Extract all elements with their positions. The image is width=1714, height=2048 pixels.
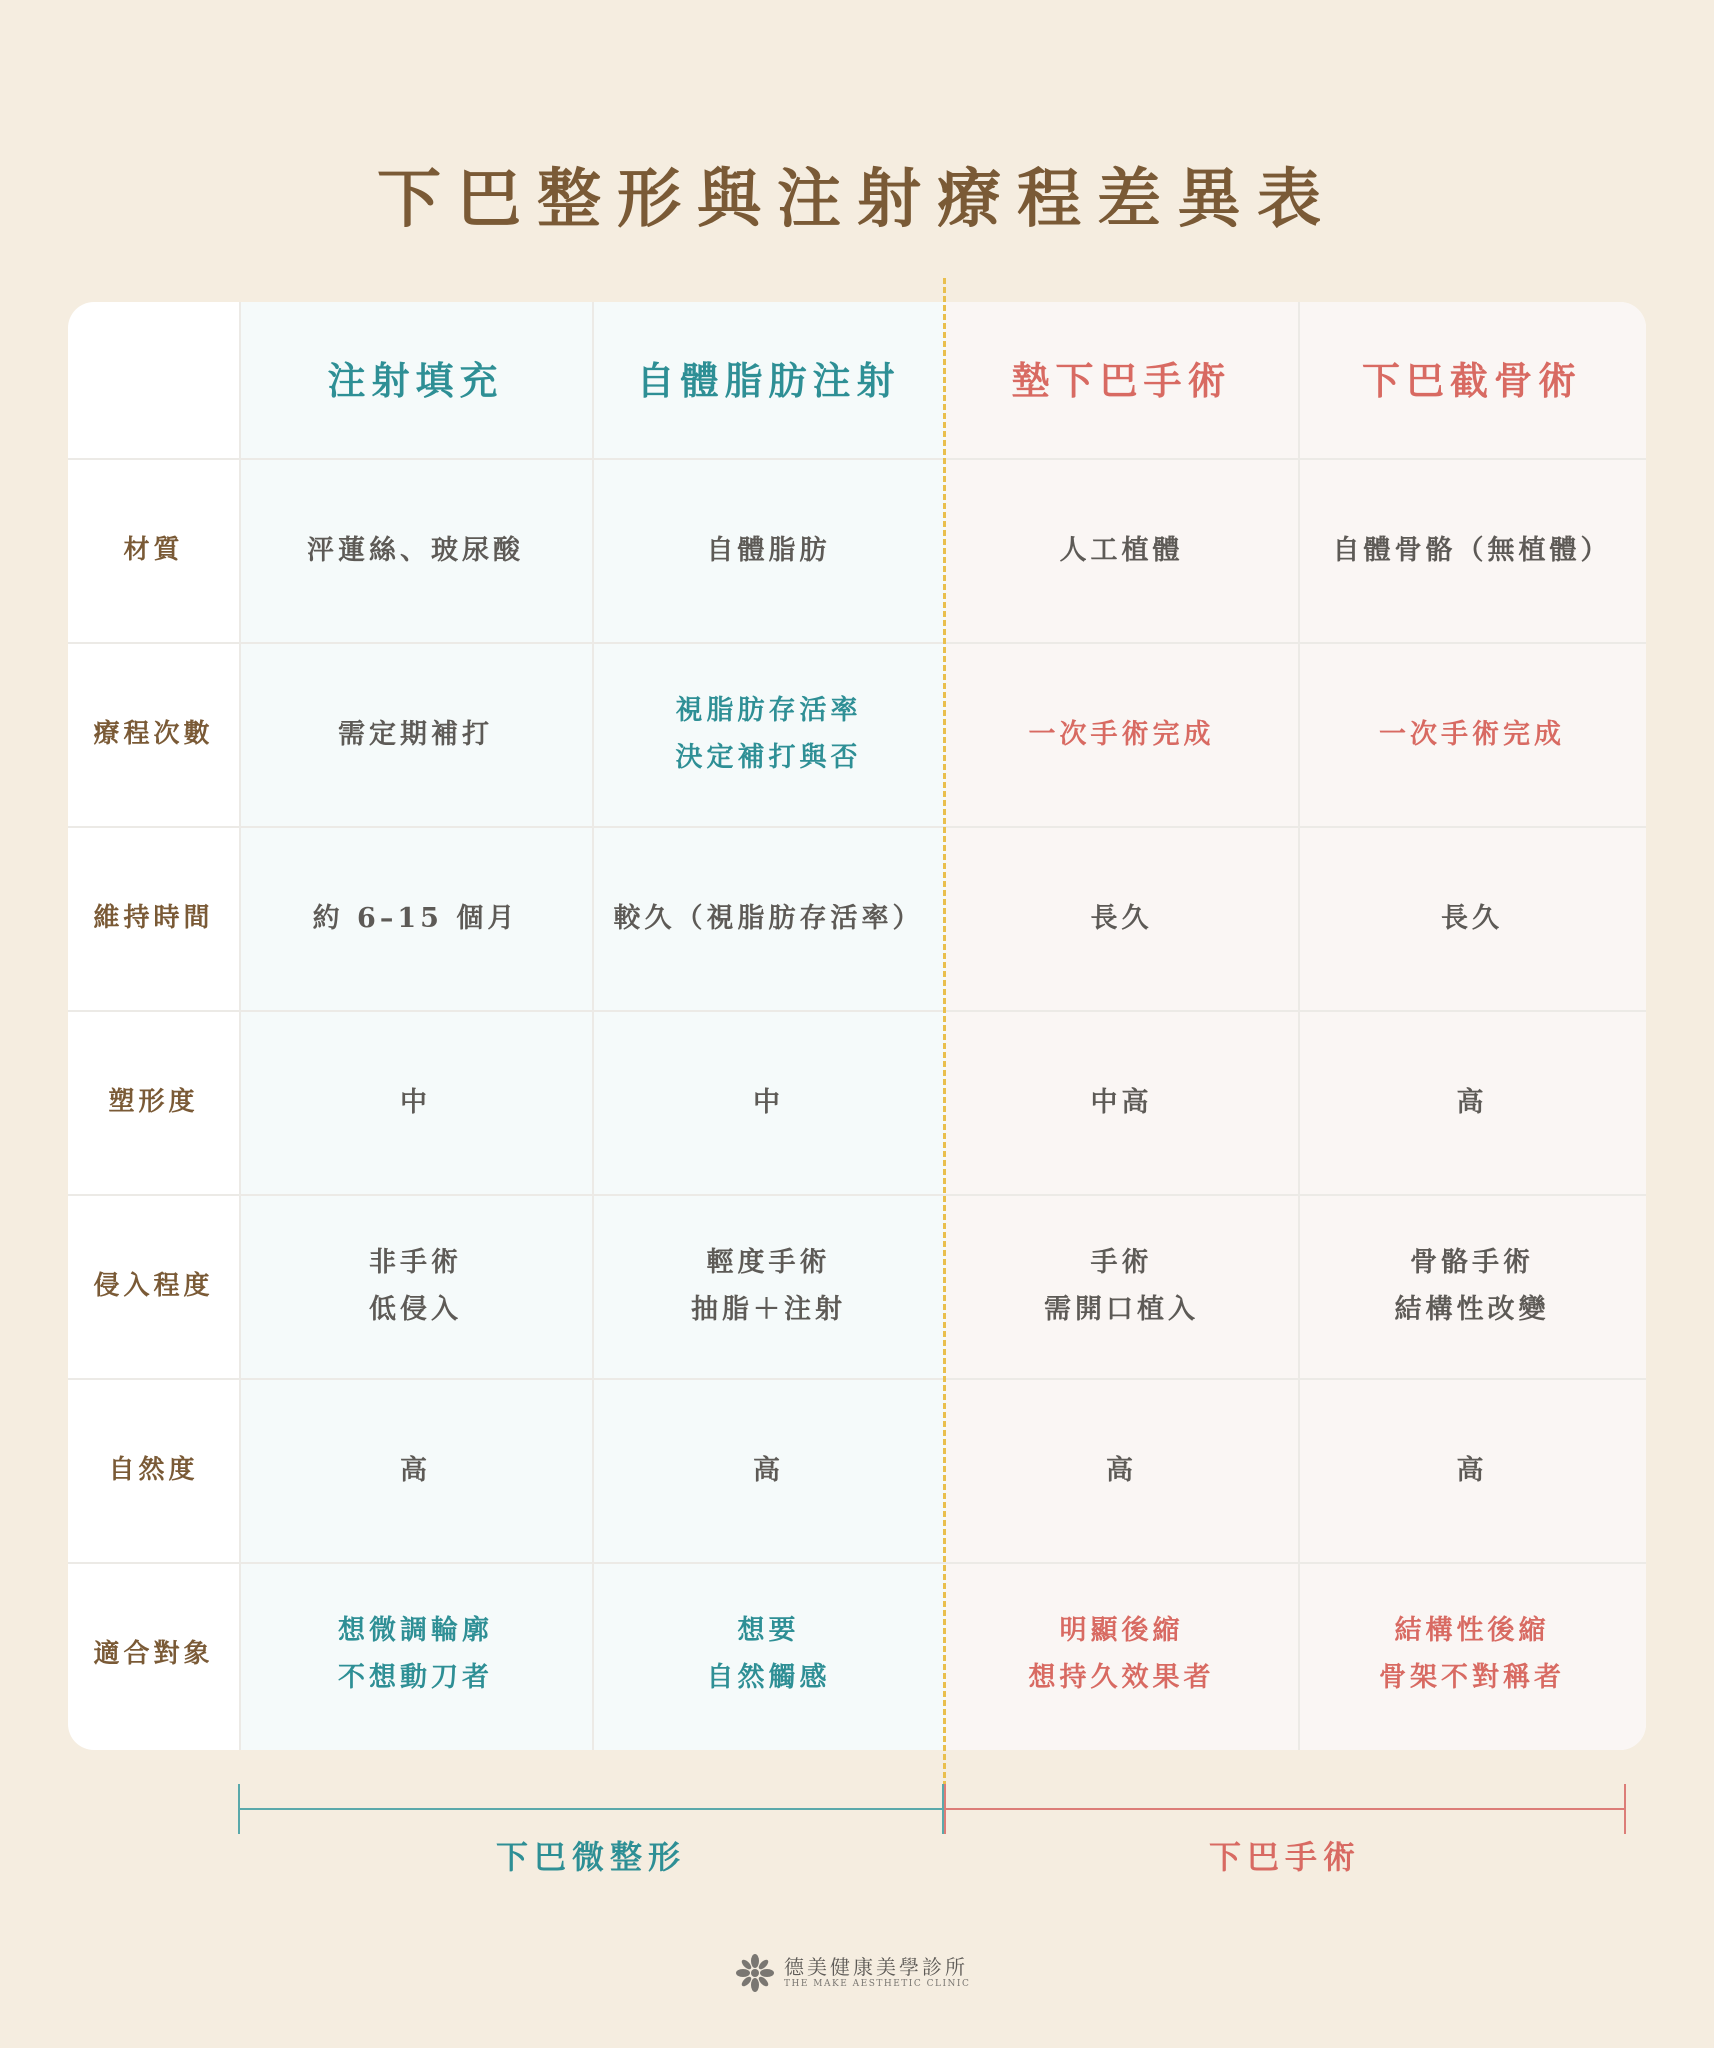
cell-text: 明顯後縮 bbox=[1059, 1615, 1184, 1646]
page-title: 下巴整形與注射療程差異表 bbox=[377, 162, 1337, 237]
table-cell bbox=[239, 1378, 592, 1562]
cell-text: 高 bbox=[1106, 1454, 1137, 1486]
cell-text: 人工植體 bbox=[1059, 534, 1184, 566]
table-cell bbox=[1298, 458, 1646, 642]
table-cell bbox=[239, 1010, 592, 1194]
cell-text: 高 bbox=[1456, 1086, 1488, 1118]
table-cell bbox=[1298, 1378, 1646, 1562]
row-header-label: 材質 bbox=[123, 534, 184, 565]
cell-text: 中 bbox=[400, 1086, 431, 1118]
cell-text: 長久 bbox=[1090, 902, 1153, 934]
cell-text: 中 bbox=[753, 1086, 784, 1118]
column-header-label: 自體脂肪注射 bbox=[636, 357, 901, 403]
table-cell bbox=[945, 1194, 1298, 1378]
column-header-label: 墊下巴手術 bbox=[1011, 357, 1232, 403]
cell-text: 非手術 bbox=[369, 1247, 462, 1278]
cell-text: 自體骨骼（無植體） bbox=[1332, 534, 1612, 566]
cell-text: 高 bbox=[753, 1454, 784, 1486]
row-header bbox=[68, 1562, 239, 1746]
cell-text: 結構性後縮 bbox=[1394, 1615, 1550, 1646]
cell-text: 想要 bbox=[737, 1615, 800, 1646]
cell-text: 不想動刀者 bbox=[338, 1662, 493, 1693]
row-header-label: 塑形度 bbox=[108, 1086, 199, 1117]
cell-text: 視脂肪存活率 bbox=[675, 695, 862, 726]
cell-text: 一次手術完成 bbox=[1379, 718, 1565, 750]
column-header-label: 注射填充 bbox=[327, 357, 504, 403]
cell-text: 低侵入 bbox=[369, 1294, 462, 1325]
table-cell bbox=[239, 642, 592, 826]
table-cell bbox=[592, 642, 945, 826]
table-cell bbox=[239, 826, 592, 1010]
table-cell bbox=[239, 1562, 592, 1746]
cell-text: 一次手術完成 bbox=[1028, 718, 1215, 750]
cell-text: 抽脂＋注射 bbox=[691, 1294, 846, 1325]
table-cell bbox=[239, 458, 592, 642]
table-cell bbox=[592, 458, 945, 642]
table-cell bbox=[945, 1378, 1298, 1562]
row-header-label: 適合對象 bbox=[93, 1638, 214, 1669]
clinic-name: 德美健康美學診所 bbox=[784, 1955, 968, 1979]
table-cell bbox=[945, 642, 1298, 826]
clinic-logo bbox=[734, 1952, 970, 1994]
cell-text: 較久（視脂肪存活率） bbox=[613, 902, 924, 934]
row-header-label: 自然度 bbox=[108, 1454, 199, 1485]
row-header bbox=[68, 1378, 239, 1562]
flower-logo-icon bbox=[734, 1952, 776, 1994]
cell-text: 高 bbox=[1456, 1454, 1488, 1486]
row-header bbox=[68, 1010, 239, 1194]
column-header bbox=[592, 302, 945, 458]
cell-text: 高 bbox=[400, 1454, 431, 1486]
cell-text: 骨骼手術 bbox=[1410, 1247, 1534, 1278]
cell-text: 泙蓮絲、玻尿酸 bbox=[307, 534, 524, 566]
row-header-label: 療程次數 bbox=[93, 718, 214, 749]
row-header bbox=[68, 458, 239, 642]
table-cell bbox=[945, 1010, 1298, 1194]
cell-text: 需開口植入 bbox=[1044, 1294, 1199, 1325]
row-header-label: 維持時間 bbox=[93, 902, 214, 933]
cell-text: 自體脂肪 bbox=[706, 534, 831, 566]
row-header bbox=[68, 826, 239, 1010]
cell-text: 決定補打與否 bbox=[675, 742, 862, 773]
table-cell bbox=[592, 1194, 945, 1378]
table-cell bbox=[1298, 1194, 1646, 1378]
column-header bbox=[945, 302, 1298, 458]
cell-text: 長久 bbox=[1441, 902, 1503, 934]
row-header bbox=[68, 1194, 239, 1378]
table-cell bbox=[592, 1010, 945, 1194]
row-header-label: 侵入程度 bbox=[93, 1270, 214, 1301]
table-cell bbox=[1298, 826, 1646, 1010]
table-cell bbox=[592, 826, 945, 1010]
cell-text: 想持久效果者 bbox=[1028, 1662, 1215, 1693]
cell-text: 中高 bbox=[1090, 1086, 1153, 1118]
table-cell bbox=[592, 1378, 945, 1562]
cell-text: 需定期補打 bbox=[338, 718, 493, 750]
table-cell bbox=[1298, 642, 1646, 826]
column-header bbox=[239, 302, 592, 458]
cell-text: 手術 bbox=[1090, 1247, 1153, 1278]
table-cell bbox=[945, 826, 1298, 1010]
row-header bbox=[68, 642, 239, 826]
table-cell bbox=[592, 1562, 945, 1746]
group-divider-dashed-line bbox=[943, 278, 946, 1796]
column-header-label: 下巴截骨術 bbox=[1361, 357, 1582, 403]
clinic-name-english: THE MAKE AESTHETIC CLINIC bbox=[784, 1979, 971, 1989]
table-cell bbox=[1298, 1010, 1646, 1194]
table-cell bbox=[945, 458, 1298, 642]
table-cell bbox=[1298, 1562, 1646, 1746]
cell-text: 自然觸感 bbox=[706, 1662, 831, 1693]
group-label-surgical: 下巴手術 bbox=[1208, 1838, 1361, 1876]
column-header bbox=[1298, 302, 1646, 458]
table-cell bbox=[239, 1194, 592, 1378]
cell-text: 骨架不對稱者 bbox=[1379, 1662, 1565, 1693]
cell-text: 結構性改變 bbox=[1394, 1294, 1550, 1325]
cell-text: 約 6–15 個月 bbox=[312, 902, 519, 934]
group-label-non-surgical: 下巴微整形 bbox=[495, 1838, 686, 1876]
comparison-table bbox=[68, 302, 1646, 1750]
table-cell bbox=[945, 1562, 1298, 1746]
cell-text: 輕度手術 bbox=[706, 1247, 831, 1278]
cell-text: 想微調輪廓 bbox=[338, 1615, 493, 1646]
